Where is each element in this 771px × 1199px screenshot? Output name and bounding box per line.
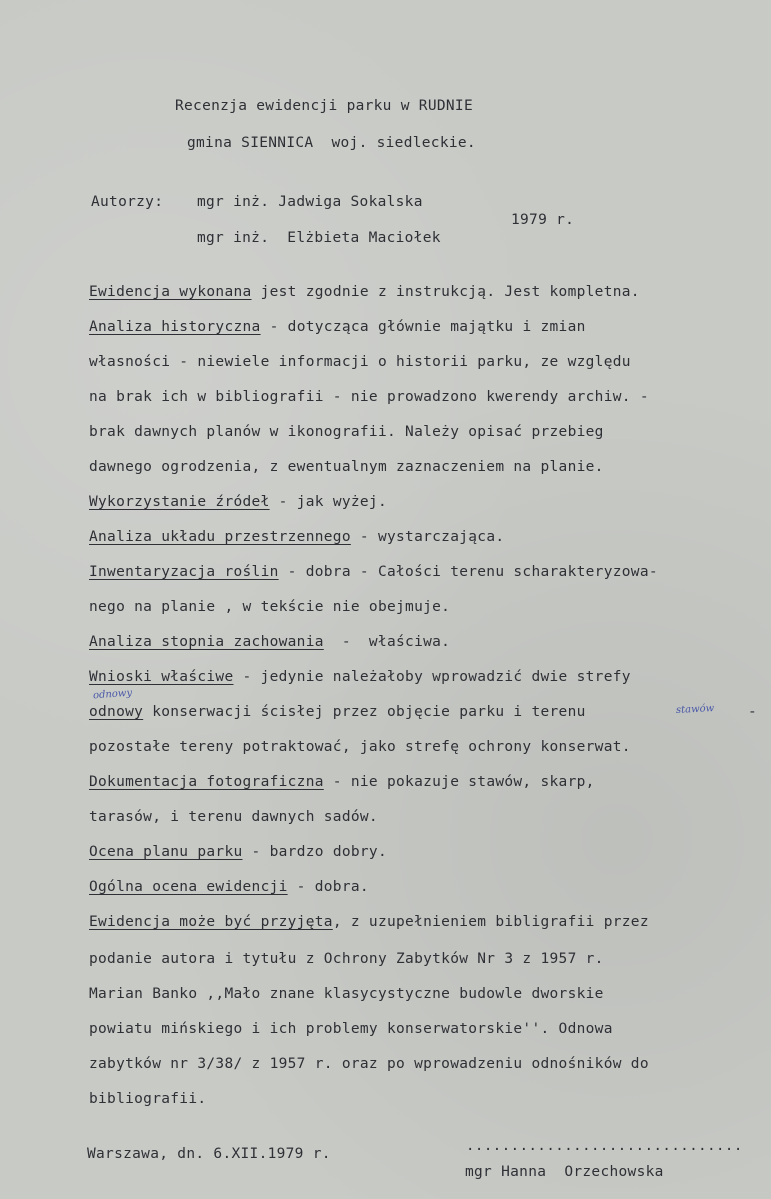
body-text: - jedynie należałoby wprowadzić dwie strefy (233, 669, 631, 685)
body-text: - dobra. (287, 879, 369, 895)
body-line-1 (89, 283, 640, 301)
handwritten-note-stawow: stawów (675, 703, 715, 716)
signature-line: ............................... (466, 1138, 743, 1154)
body-text: - dobra - Całości terenu scharakteryzowa- (278, 564, 658, 580)
body-line-5: brak dawnych planów w ikonografii. Należy opisać przebieg (89, 424, 604, 440)
body-line-17 (89, 843, 387, 861)
title-line-1: Recenzja ewidencji parku w RUDNIE (175, 98, 473, 114)
section-heading: Wnioski właściwe (89, 669, 234, 685)
body-line-11 (89, 633, 450, 651)
body-line-10: nego na planie , w tekście nie obejmuje. (89, 599, 451, 615)
body-line-22: powiatu mińskiego i ich problemy konserwatorskie''. Odnowa (89, 1021, 613, 1037)
section-heading: odnowy (89, 704, 144, 720)
authors-label: Autorzy: (91, 194, 164, 210)
body-text: - jak wyżej. (269, 494, 387, 510)
body-line-2 (89, 318, 586, 336)
body-line-4: na brak ich w bibliografii - nie prowadzono kwerendy archiw. - (89, 389, 649, 405)
section-heading: Ogólna ocena ewidencji (89, 879, 288, 895)
review-year: 1979 r. (511, 212, 575, 228)
section-heading: Dokumentacja fotograficzna (89, 774, 324, 790)
body-line-24: bibliografii. (89, 1091, 207, 1107)
author-2: mgr inż. Elżbieta Maciołek (197, 230, 441, 246)
body-text: - nie pokazuje stawów, skarp, (323, 774, 595, 790)
body-text: , z uzupełnieniem bibligrafii przez (332, 914, 649, 930)
body-line-3: własności - niewiele informacji o historii parku, ze względu (89, 354, 631, 370)
author-1: mgr inż. Jadwiga Sokalska (197, 194, 423, 210)
body-line-7 (89, 493, 387, 511)
body-line-18 (89, 878, 369, 896)
body-line-9 (89, 563, 658, 581)
section-heading: Inwentaryzacja roślin (89, 564, 279, 580)
body-line-6: dawnego ogrodzenia, z ewentualnym zaznaczeniem na planie. (89, 459, 604, 475)
reviewer-name: mgr Hanna Orzechowska (465, 1164, 664, 1180)
body-line-14: pozostałe tereny potraktować, jako strefę ochrony konserwat. (89, 739, 631, 755)
body-text: - bardzo dobry. (242, 844, 387, 860)
body-line-13-tail: - (748, 704, 758, 720)
body-text: - dotycząca głównie majątku i zmian (260, 319, 586, 335)
section-heading: Ewidencja może być przyjęta (89, 914, 333, 930)
section-heading: Analiza historyczna (89, 319, 261, 335)
body-line-12 (89, 668, 631, 686)
section-heading: Ewidencja wykonana (89, 284, 252, 300)
body-line-23: zabytków nr 3/38/ z 1957 r. oraz po wprowadzeniu odnośników do (89, 1056, 649, 1072)
body-line-8 (89, 528, 504, 546)
body-line-19 (89, 913, 649, 931)
section-heading: Analiza układu przestrzennego (89, 529, 351, 545)
section-heading: Ocena planu parku (89, 844, 243, 860)
section-heading: Analiza stopnia zachowania (89, 634, 324, 650)
body-line-15 (89, 773, 595, 791)
body-line-13 (89, 703, 586, 721)
body-text: jest zgodnie z instrukcją. Jest kompletna. (251, 284, 640, 300)
body-text: - wystarczająca. (350, 529, 505, 545)
title-line-2: gmina SIENNICA woj. siedleckie. (187, 135, 476, 151)
body-text: konserwacji ścisłej przez objęcie parku i terenu (143, 704, 586, 720)
body-line-20: podanie autora i tytułu z Ochrony Zabytków Nr 3 z 1957 r. (89, 951, 604, 967)
handwritten-note-odnowy: odnowy (92, 687, 133, 702)
section-heading: Wykorzystanie źródeł (89, 494, 270, 510)
body-line-16: tarasów, i terenu dawnych sadów. (89, 809, 378, 825)
place-date: Warszawa, dn. 6.XII.1979 r. (87, 1146, 331, 1162)
body-line-21: Marian Banko ,,Mało znane klasycystyczne budowle dworskie (89, 986, 604, 1002)
body-text: - właściwa. (323, 634, 451, 650)
